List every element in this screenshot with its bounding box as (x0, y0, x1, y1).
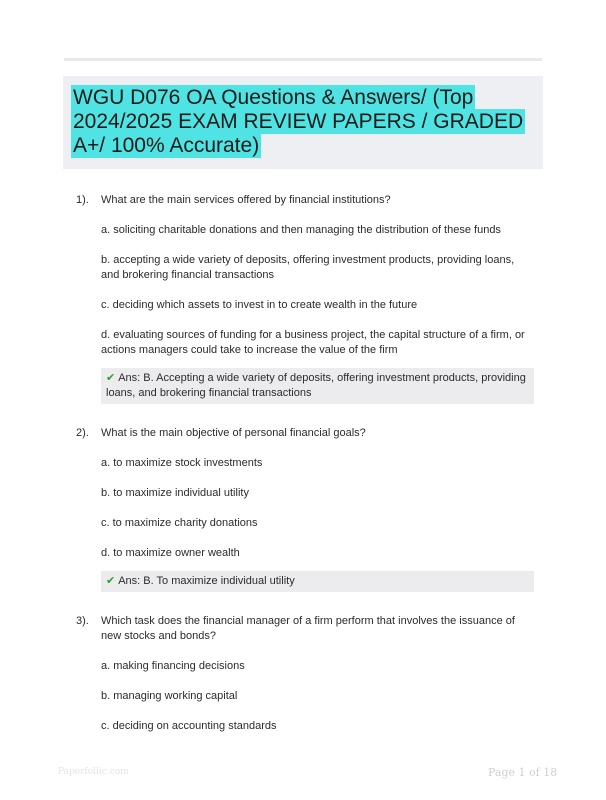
option-c: c. to maximize charity donations (101, 517, 258, 529)
answer-box-1 (101, 368, 534, 404)
option-a: a. soliciting charitable donations and then managing the distribution of these funds (101, 224, 501, 236)
question-number: 2). (76, 427, 89, 439)
question-number: 3). (76, 615, 89, 627)
answer-text: Ans: B. Accepting a wide variety of deposits, offering investment products, providing loans, and brokering financial transactions (106, 372, 526, 399)
option-c: c. deciding on accounting standards (101, 720, 277, 732)
check-icon: ✔ (106, 575, 116, 587)
option-d: d. to maximize owner wealth (101, 547, 240, 559)
option-b: b. accepting a wide variety of deposits, offering investment products, providing loans, and brokering financial transactions (101, 254, 515, 281)
document-title: WGU D076 OA Questions & Answers/ (Top 2024/2025 EXAM REVIEW PAPERS / GRADED A+/ 100% Accurate) (73, 86, 524, 157)
answer-text: Ans: B. To maximize individual utility (118, 575, 295, 587)
check-icon: ✔ (106, 372, 116, 384)
question-text: Which task does the financial manager of a firm perform that involves the issuance of new stocks and bonds? (101, 615, 515, 642)
option-d: d. evaluating sources of funding for a business project, the capital structure of a firm, or actions managers could take to increase the value of the firm (101, 329, 525, 356)
question-text: What are the main services offered by financial institutions? (101, 194, 391, 206)
option-a: a. making financing decisions (101, 660, 245, 672)
option-b: b. managing working capital (101, 690, 238, 702)
option-b: b. to maximize individual utility (101, 487, 249, 499)
question-text: What is the main objective of personal financial goals? (101, 427, 366, 439)
option-c: c. deciding which assets to invest in to create wealth in the future (101, 299, 418, 311)
question-number: 1). (76, 194, 89, 206)
footer-site: Paperfollic.com (58, 767, 129, 777)
answer-box-2 (101, 571, 534, 592)
top-divider (64, 58, 542, 61)
option-a: a. to maximize stock investments (101, 457, 263, 469)
page-number: Page 1 of 18 (488, 766, 558, 779)
